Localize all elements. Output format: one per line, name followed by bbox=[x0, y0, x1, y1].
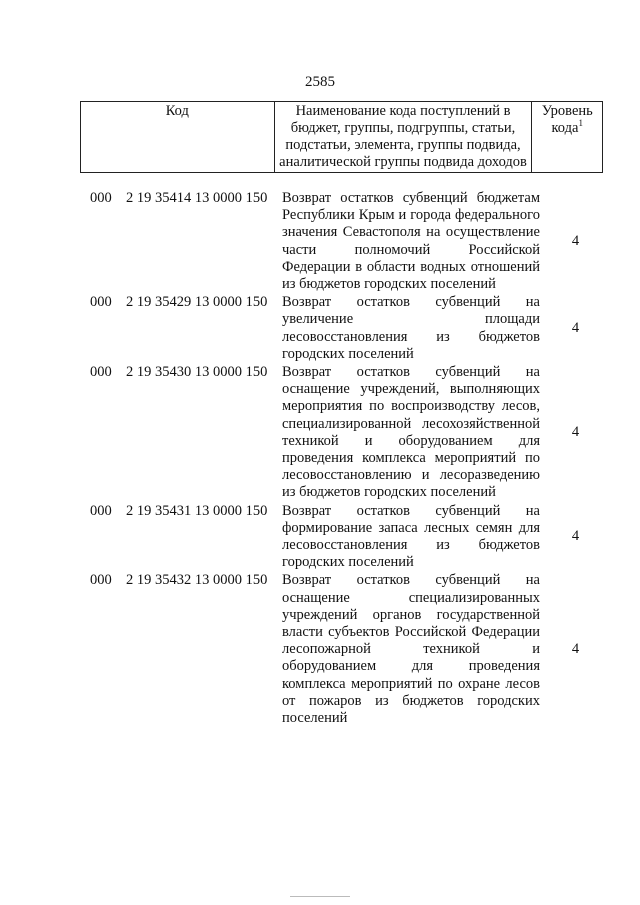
table-row bbox=[80, 572, 603, 727]
income-code: 2 19 35429 13 0000 150 bbox=[126, 294, 268, 311]
code-level: 4 bbox=[571, 424, 580, 441]
table-row bbox=[80, 190, 603, 293]
code-level: 4 bbox=[571, 233, 580, 249]
admin-code: 000 bbox=[90, 502, 112, 519]
income-code: 2 19 35414 13 0000 150 bbox=[126, 190, 268, 206]
income-code-list bbox=[80, 190, 603, 727]
income-name: Возврат остатков субвенций на оснащение специализированных учреждений органов государственной власти субъектов Российской Федерации лесопожарной техникой и оборудованием для проведения комплекса мероприятий по охране лесов от пожаров из бюджетов городских поселений bbox=[282, 572, 540, 727]
table-row bbox=[80, 503, 603, 572]
code-level: 4 bbox=[571, 641, 580, 658]
code-level: 4 bbox=[571, 528, 580, 545]
header-name: Наименование кода поступлений в бюджет, группы, подгруппы, статьи, подстатьи, элемента, группы подвида, аналитической группы подвида доходов bbox=[274, 102, 532, 173]
header-code: Код bbox=[81, 102, 275, 173]
scan-artifact bbox=[290, 896, 350, 897]
income-code: 2 19 35431 13 0000 150 bbox=[126, 502, 268, 519]
table-row bbox=[80, 364, 603, 502]
table-header bbox=[80, 101, 603, 173]
header-level bbox=[532, 102, 603, 173]
income-code: 2 19 35432 13 0000 150 bbox=[126, 572, 268, 589]
income-code: 2 19 35430 13 0000 150 bbox=[126, 364, 268, 381]
admin-code: 000 bbox=[90, 572, 112, 589]
table-row bbox=[80, 294, 603, 363]
admin-code: 000 bbox=[90, 364, 112, 381]
admin-code: 000 bbox=[90, 190, 112, 206]
admin-code: 000 bbox=[90, 294, 112, 311]
income-name: Возврат остатков субвенций на оснащение учреждений, выполняющих мероприятия по воспроизводству лесов, специализированной лесохозяйственной техникой и оборудованием для проведения комплекса мероприятий по лесовосстановлению и лесоразведению из бюджетов городских поселений bbox=[282, 364, 540, 501]
header-level-label: Уровень кода bbox=[541, 103, 593, 136]
income-name: Возврат остатков субвенций на формирование запаса лесных семян для лесовосстановления из бюджетов городских поселений bbox=[282, 502, 540, 571]
page-number: 2585 bbox=[305, 74, 335, 90]
code-level: 4 bbox=[571, 320, 580, 337]
footnote-mark: 1 bbox=[578, 118, 583, 129]
income-name: Возврат остатков субвенций бюджетам Республики Крым и города федерального значения Севастополя на осуществление части полномочий Российской Федерации в области водных отношений из бюджетов городских поселений bbox=[282, 190, 540, 293]
income-name: Возврат остатков субвенций на увеличение площади лесовосстановления из бюджетов городских поселений bbox=[282, 294, 540, 362]
